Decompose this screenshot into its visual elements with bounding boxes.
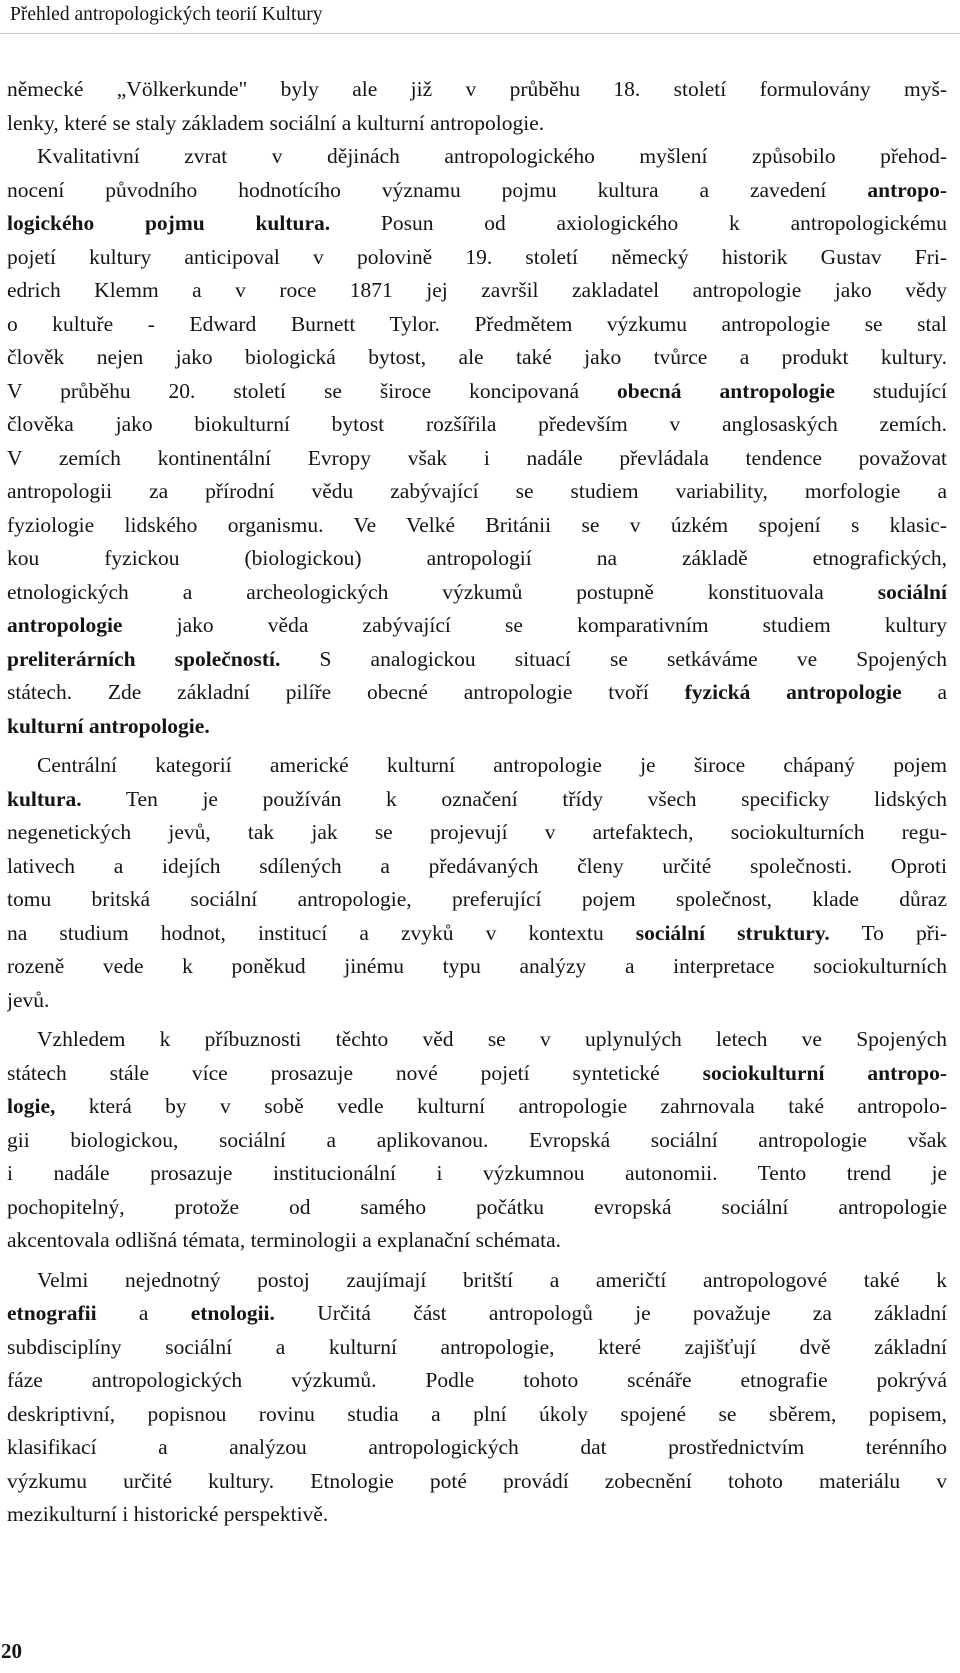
text-line <box>7 274 947 308</box>
text-segment: pochopitelný, protože od samého počátku evropská sociální antropologie <box>7 1194 947 1219</box>
text-line <box>7 710 947 744</box>
text-segment: i nadále prosazuje institucionální i výzkumnou autonomii. Tento trend je <box>7 1161 947 1185</box>
text-segment: rozeně vede k poněkud jinému typu analýzy a interpretace sociokulturních <box>7 954 947 978</box>
text-segment: To při- <box>829 920 947 945</box>
text-segment: negenetických jevů, tak jak se projevují v artefaktech, sociokulturních regu- <box>7 820 947 844</box>
text-line <box>7 1264 947 1298</box>
text-line <box>7 576 947 610</box>
text-line <box>7 1431 947 1465</box>
text-line <box>7 408 947 442</box>
bold-term: kultura. <box>7 786 82 811</box>
bold-term: kulturní antropologie. <box>7 713 210 738</box>
running-header: Přehled antropologických teorií Kultury <box>10 4 323 25</box>
bold-term: preliterárních společností. <box>7 646 281 671</box>
text-line <box>7 1364 947 1398</box>
text-segment: klasifikací a analýzou antropologických dat prostřednictvím terénního <box>7 1435 947 1459</box>
bold-term: etnografii <box>7 1301 97 1325</box>
text-line <box>7 509 947 543</box>
bold-term: logie, <box>7 1094 56 1118</box>
text-line <box>7 1191 947 1225</box>
bold-term: etnologii. <box>190 1301 275 1325</box>
text-segment: tomu britská sociální antropologie, preferující pojem společnost, klade důraz <box>7 887 947 911</box>
text-line <box>7 1157 947 1191</box>
bold-term: antropo- <box>867 177 947 202</box>
text-segment: která by v sobě vedle kulturní antropologie zahrnovala také antropolo- <box>55 1094 947 1118</box>
text-segment: jako věda zabývající se komparativním studiem kultury <box>122 613 947 637</box>
text-segment: nocení původního hodnotícího významu pojmu kultura a zavedení <box>7 177 868 202</box>
text-line <box>7 1090 947 1124</box>
text-line <box>7 375 947 409</box>
bold-term: obecná antropologie <box>617 378 835 403</box>
text-segment: člověk nejen jako biologická bytost, ale také jako tvůrce a produkt kultury. <box>7 345 947 369</box>
text-segment: na studium hodnot, institucí a zvyků v kontextu <box>7 920 636 945</box>
bold-term: fyzická antropologie <box>684 680 902 704</box>
text-line <box>7 749 947 783</box>
text-line <box>7 475 947 509</box>
text-segment: Kvalitativní zvrat v dějinách antropologického myšlení způsobilo přehod- <box>37 144 947 168</box>
text-segment: německé „Völkerkunde" byly ale již v průběhu 18. století formulovány myš- <box>7 77 947 101</box>
text-line <box>7 1398 947 1432</box>
text-segment: o kultuře - Edward Burnett Tylor. Předmětem výzkumu antropologie se stal <box>7 311 947 336</box>
text-line <box>7 308 947 342</box>
text-line <box>7 984 947 1018</box>
text-segment: pojetí kultury anticipoval v polovině 19. století německý historik Gustav Fri- <box>7 244 947 269</box>
text-line <box>7 341 947 375</box>
text-segment: výzkumu určité kultury. Etnologie poté provádí zobecnění tohoto materiálu v <box>7 1468 947 1493</box>
text-line <box>7 917 947 951</box>
text-line <box>7 1124 947 1158</box>
text-segment: Velmi nejednotný postoj zaujímají britští a američtí antropologové také k <box>37 1267 947 1292</box>
body-text <box>7 73 947 1532</box>
text-segment: etnologických a archeologických výzkumů postupně konstituovala <box>7 579 878 604</box>
bold-term: logického pojmu kultura. <box>7 211 331 235</box>
text-line <box>7 609 947 643</box>
text-segment: lativech a idejích sdílených a předávaných členy určité společnosti. Oproti <box>7 853 947 878</box>
text-segment: V průběhu 20. století se široce koncipovaná <box>7 378 617 403</box>
text-segment: edrich Klemm a v roce 1871 jej završil zakladatel antropologie jako vědy <box>7 278 947 302</box>
text-line <box>7 816 947 850</box>
text-segment: gii biologickou, sociální a aplikovanou. Evropská sociální antropologie však <box>7 1127 947 1152</box>
text-line <box>7 1023 947 1057</box>
text-segment: Ten je používán k označení třídy všech specificky lidských <box>81 786 947 811</box>
text-segment: fyziologie lidského organismu. Ve Velké Británii se v úzkém spojení s klasic- <box>7 512 947 537</box>
text-segment: Vzhledem k příbuznosti těchto věd se v uplynulých letech ve Spojených <box>37 1027 947 1051</box>
text-line <box>7 1297 947 1331</box>
text-segment: deskriptivní, popisnou rovinu studia a plní úkoly spojené se sběrem, popisem, <box>7 1401 947 1426</box>
text-line <box>7 107 947 141</box>
text-line <box>7 676 947 710</box>
text-line <box>7 1057 947 1091</box>
bold-term: sociokulturní antropo- <box>702 1060 947 1085</box>
text-segment: Posun od axiologického k antropologickému <box>330 211 947 235</box>
text-line <box>7 1331 947 1365</box>
text-line <box>7 442 947 476</box>
text-segment: jevů. <box>7 987 50 1012</box>
text-segment: S analogickou situací se setkáváme ve Spojených <box>280 646 947 671</box>
text-segment: člověka jako biokulturní bytost rozšířila především v anglosaských zemích. <box>7 412 947 436</box>
text-segment: akcentovala odlišná témata, terminologii a explanační schémata. <box>7 1228 562 1252</box>
text-segment: fáze antropologických výzkumů. Podle tohoto scénáře etnografie pokrývá <box>7 1368 947 1392</box>
text-line <box>7 174 947 208</box>
text-line <box>7 883 947 917</box>
text-segment: studující <box>834 378 947 403</box>
bold-term: sociální <box>877 579 947 604</box>
text-line <box>7 241 947 275</box>
text-segment: V zemích kontinentální Evropy však i nadále převládala tendence považovat <box>7 445 947 470</box>
text-segment: státech stále více prosazuje nové pojetí syntetické <box>7 1060 703 1085</box>
text-line <box>7 1224 947 1258</box>
text-segment: kou fyzickou (biologickou) antropologií na základě etnografických, <box>7 546 947 570</box>
text-segment: subdisciplíny sociální a kulturní antropologie, které zajišťují dvě základní <box>7 1334 947 1359</box>
text-line <box>7 850 947 884</box>
text-line <box>7 542 947 576</box>
text-segment: mezikulturní i historické perspektivě. <box>7 1502 329 1526</box>
text-segment: antropologii za přírodní vědu zabývající se studiem variability, morfologie a <box>7 479 947 503</box>
text-line <box>7 140 947 174</box>
text-line <box>7 643 947 677</box>
header-divider <box>0 33 960 34</box>
text-segment: a <box>96 1301 191 1325</box>
text-line <box>7 950 947 984</box>
text-segment: Centrální kategorií americké kulturní antropologie je široce chápaný pojem <box>37 753 947 777</box>
text-line <box>7 783 947 817</box>
text-line <box>7 207 947 241</box>
bold-term: antropologie <box>7 613 123 637</box>
text-line <box>7 1465 947 1499</box>
text-segment: Určitá část antropologů je považuje za základní <box>274 1301 947 1325</box>
text-line <box>7 73 947 107</box>
text-segment: státech. Zde základní pilíře obecné antropologie tvoří <box>7 680 685 704</box>
bold-term: sociální struktury. <box>635 920 830 945</box>
text-segment: lenky, které se staly základem sociální a kulturní antropologie. <box>7 110 545 135</box>
text-line <box>7 1498 947 1532</box>
text-segment: a <box>901 680 947 704</box>
page-number: 20 <box>1 1639 22 1663</box>
